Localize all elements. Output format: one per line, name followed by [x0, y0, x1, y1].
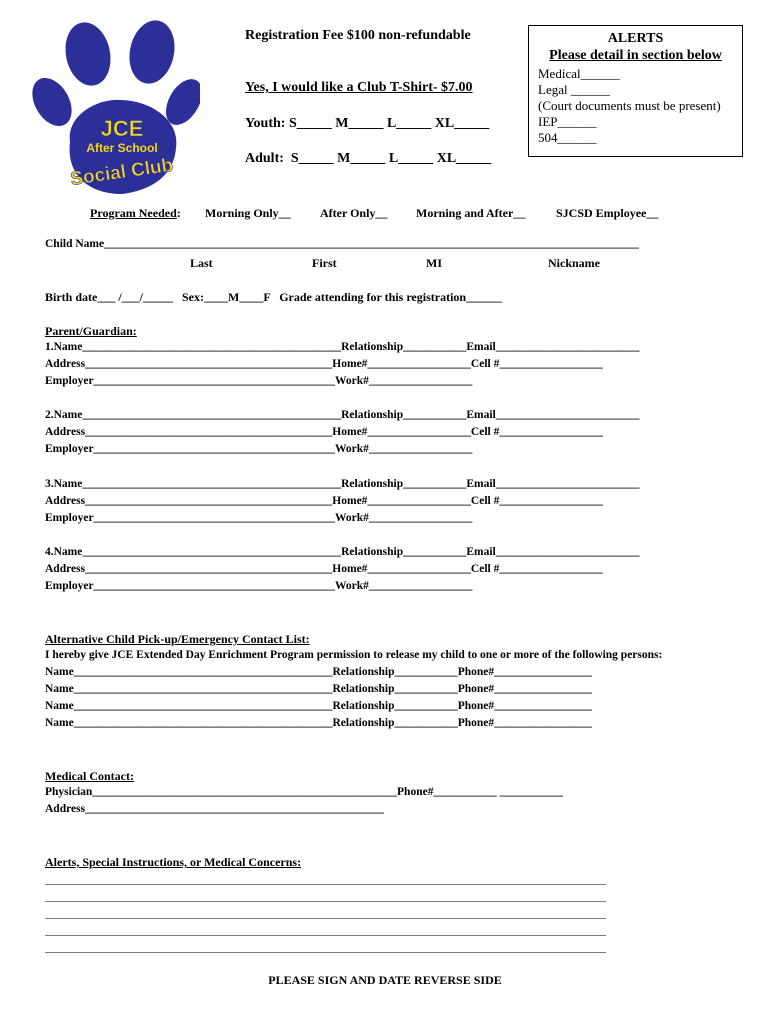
- concerns-line-2[interactable]: ______________________________________________________________________________________________________: [45, 891, 606, 903]
- guardian-1-address[interactable]: Address___________________________________________Home#__________________Cell #__________________: [45, 358, 603, 370]
- alert-legal[interactable]: Legal ______: [538, 82, 610, 97]
- guardian-1-name[interactable]: 1.Name_____________________________________________Relationship___________Email_________________________: [45, 341, 640, 353]
- program-label-colon: :: [176, 206, 181, 220]
- pickup-row-1[interactable]: Name_____________________________________________Relationship___________Phone#_________________: [45, 666, 592, 678]
- guardian-4-address[interactable]: Address___________________________________________Home#__________________Cell #__________________: [45, 563, 603, 575]
- alert-iep[interactable]: IEP______: [538, 114, 597, 129]
- concerns-line-3[interactable]: ______________________________________________________________________________________________________: [45, 908, 606, 920]
- pickup-statement: I hereby give JCE Extended Day Enrichment Program permission to release my child to one or more of the following persons:: [45, 649, 663, 661]
- sign-reverse-notice: PLEASE SIGN AND DATE REVERSE SIDE: [268, 973, 502, 987]
- guardian-4-employer[interactable]: Employer__________________________________________Work#__________________: [45, 580, 473, 592]
- physician-address-field[interactable]: Address____________________________________________________: [45, 803, 385, 815]
- child-name-field[interactable]: Child Name_____________________________________________________________________________________________: [45, 238, 639, 250]
- jce-social-club-logo: [30, 14, 200, 204]
- adult-sizes[interactable]: Adult: S_____ M_____ L_____ XL_____: [245, 151, 492, 166]
- guardian-3-address[interactable]: Address___________________________________________Home#__________________Cell #__________________: [45, 495, 603, 507]
- parent-guardian-heading: Parent/Guardian:: [45, 324, 137, 338]
- logo-text-jce: JCE: [100, 116, 144, 141]
- guardian-2-address[interactable]: Address___________________________________________Home#__________________Cell #__________________: [45, 426, 603, 438]
- youth-sizes[interactable]: Youth: S_____ M_____ L_____ XL_____: [245, 116, 490, 131]
- tshirt-offer: Yes, I would like a Club T-Shirt- $7.00: [245, 80, 473, 95]
- pickup-row-4[interactable]: Name_____________________________________________Relationship___________Phone#_________________: [45, 717, 592, 729]
- registration-fee: Registration Fee $100 non-refundable: [245, 28, 471, 43]
- guardian-2-employer[interactable]: Employer__________________________________________Work#__________________: [45, 443, 473, 455]
- alert-court-note: (Court documents must be present): [538, 98, 721, 113]
- physician-field[interactable]: Physician_____________________________________________________Phone#___________ ___________: [45, 786, 563, 798]
- guardian-3-employer[interactable]: Employer__________________________________________Work#__________________: [45, 512, 473, 524]
- program-option-morning-after[interactable]: Morning and After__: [416, 206, 526, 220]
- guardian-4-name[interactable]: 4.Name_____________________________________________Relationship___________Email_________________________: [45, 546, 640, 558]
- pickup-heading: Alternative Child Pick-up/Emergency Contact List:: [45, 632, 310, 646]
- alert-504[interactable]: 504______: [538, 130, 597, 145]
- program-needed-label: [90, 206, 181, 221]
- program-option-after[interactable]: After Only__: [320, 206, 388, 220]
- concerns-line-1[interactable]: ______________________________________________________________________________________________________: [45, 874, 606, 886]
- child-first-label: First: [312, 256, 337, 270]
- child-mi-label: MI: [426, 256, 442, 270]
- guardian-3-name[interactable]: 3.Name_____________________________________________Relationship___________Email_________________________: [45, 478, 640, 490]
- child-nickname-label: Nickname: [548, 256, 600, 270]
- logo-text-after-school: After School: [86, 141, 158, 155]
- concerns-heading: Alerts, Special Instructions, or Medical Concerns:: [45, 855, 302, 869]
- concerns-line-4[interactable]: ______________________________________________________________________________________________________: [45, 925, 606, 937]
- pickup-row-2[interactable]: Name_____________________________________________Relationship___________Phone#_________________: [45, 683, 592, 695]
- concerns-line-5[interactable]: ______________________________________________________________________________________________________: [45, 942, 606, 954]
- logo-text-social-club: Social Club: [69, 154, 175, 191]
- guardian-1-employer[interactable]: Employer__________________________________________Work#__________________: [45, 375, 473, 387]
- guardian-2-name[interactable]: 2.Name_____________________________________________Relationship___________Email_________________________: [45, 409, 640, 421]
- program-option-sjcsd-employee[interactable]: SJCSD Employee__: [556, 206, 659, 220]
- pickup-row-3[interactable]: Name_____________________________________________Relationship___________Phone#_________________: [45, 700, 592, 712]
- birth-sex-grade-field[interactable]: Birth date___ /___/_____ Sex:____M____F Grade attending for this registration______: [45, 290, 503, 304]
- alerts-subtitle: Please detail in section below: [549, 48, 722, 63]
- program-option-morning[interactable]: Morning Only__: [205, 206, 291, 220]
- alerts-title: ALERTS: [607, 31, 664, 46]
- alert-medical[interactable]: Medical______: [538, 66, 620, 81]
- program-label-text: Program Needed: [90, 206, 177, 220]
- alerts-box: [528, 25, 743, 157]
- child-last-label: Last: [190, 256, 213, 270]
- medical-contact-heading: Medical Contact:: [45, 769, 134, 783]
